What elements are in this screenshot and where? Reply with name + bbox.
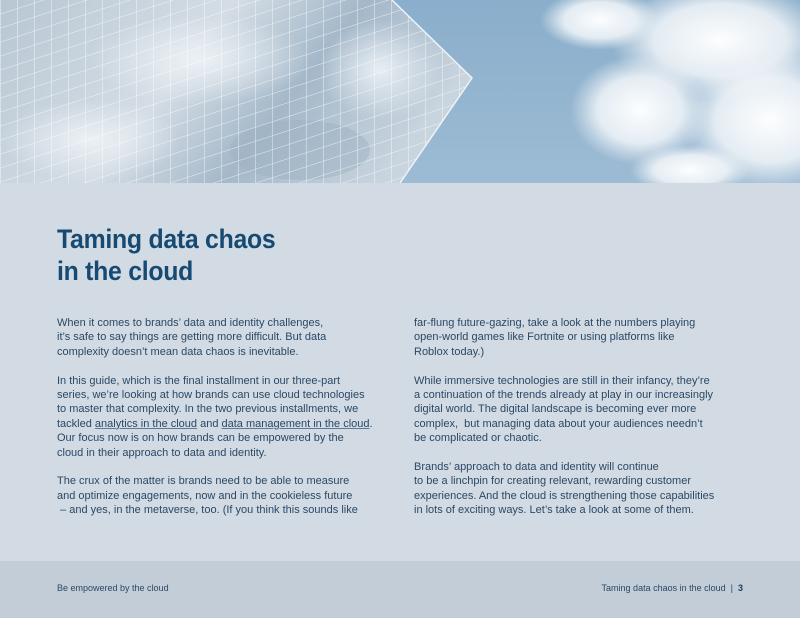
text-line: it’s safe to say things are getting more difficult. But data [57,331,327,344]
footer-page-info [602,583,743,593]
analytics-in-the-cloud-link[interactable]: analytics in the cloud [94,417,198,430]
data-management-in-the-cloud-link[interactable]: data management in the cloud [221,417,370,430]
text-line: Our focus now is on how brands can be empowered by the [57,432,344,445]
paragraph [414,316,759,359]
hero-image [0,0,800,183]
text-line: The crux of the matter is brands need to be able to measure [57,475,350,488]
text-line: Roblox today.) [414,345,485,358]
text-line: experiences. And the cloud is strengthening those capabilities [414,489,715,502]
text-line: open-world games like Fortnite or using platforms like [414,331,675,344]
text-line: a continuation of the trends already at play in our increasingly [414,389,714,402]
link-prefix: tackled [57,417,95,430]
page-number: 3 [737,583,743,593]
text-line: complexity doesn’t mean data chaos is inevitable. [57,345,299,358]
footer-section-title: Be empowered by the cloud [57,583,169,593]
text-line: and optimize engagements, now and in the cookieless future [57,489,353,502]
text-line: When it comes to brands’ data and identity challenges, [57,317,324,329]
title-line: in the cloud [57,256,194,286]
paragraph [414,374,759,446]
text-line: in lots of exciting ways. Let’s take a look at some of them. [414,504,694,517]
skyscraper-sky-image [0,0,800,183]
content-area [0,183,800,561]
text-line: In this guide, which is the final installment in our three-part [57,374,341,387]
title-line: Taming data chaos [57,224,276,254]
footer-separator: | [730,583,733,593]
text-line: far-flung future-gazing, take a look at the numbers playing [414,317,696,329]
text-line: be complicated or chaotic. [414,432,542,445]
text-line: to be a linchpin for creating relevant, rewarding customer [414,475,691,488]
text-line: Brands’ approach to data and identity will continue [414,461,659,474]
link-middle: and [197,417,222,430]
text-line: digital world. The digital landscape is becoming ever more [414,403,697,416]
text-line: series, we’re looking at how brands can use cloud technologies [57,389,365,402]
left-column [57,316,402,532]
footer-document-title: Taming data chaos in the cloud [601,583,726,593]
page-title [57,223,425,287]
text-line: cloud in their approach to data and identity. [57,446,267,459]
paragraph [57,474,402,517]
paragraph [57,316,402,359]
text-line: to master that complexity. In the two previous installments, we [57,403,359,416]
text-line: complex, but managing data about your audiences needn’t [414,417,703,430]
text-line-with-links [57,417,402,431]
text-line: While immersive technologies are still in their infancy, they’re [414,374,710,387]
paragraph [414,460,759,518]
page-footer [0,561,800,618]
text-line: – and yes, in the metaverse, too. (If you think this sounds like [57,504,358,517]
link-suffix: . [369,417,373,430]
right-column [414,316,759,532]
paragraph [57,374,402,460]
